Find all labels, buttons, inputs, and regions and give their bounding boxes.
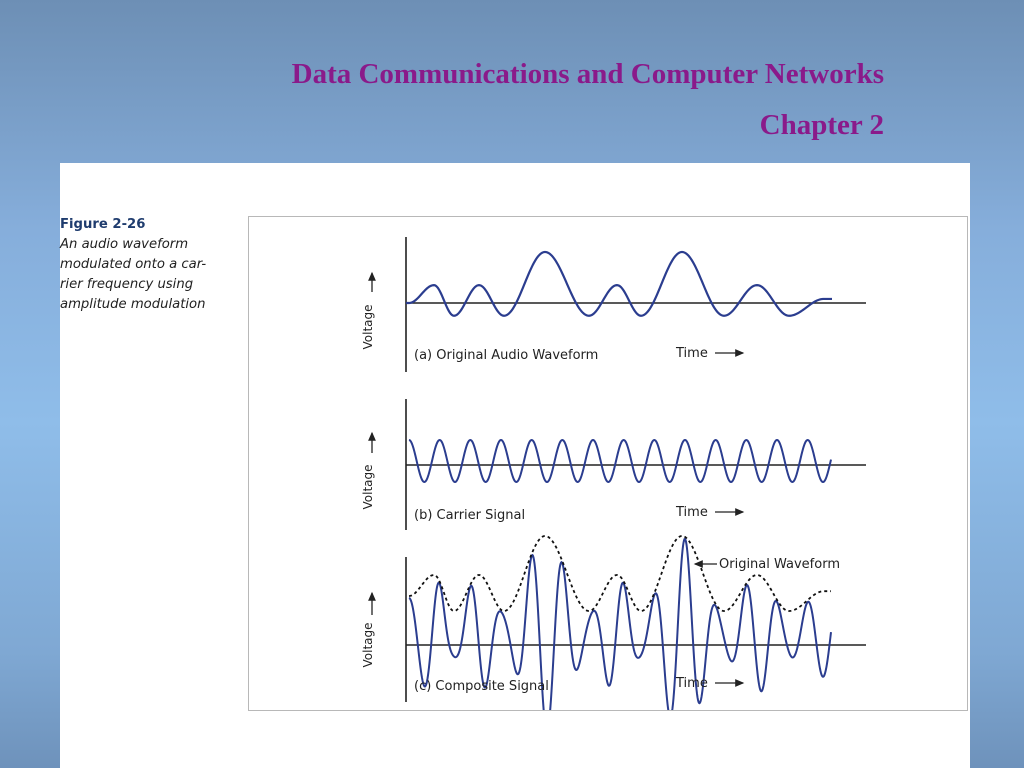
audio-waveform <box>406 252 832 316</box>
caption-line-1: An audio waveform <box>60 237 189 252</box>
figure-label: Figure 2-26 <box>60 217 146 232</box>
content-panel <box>60 163 970 768</box>
caption-line-4: amplitude modulation <box>60 297 206 312</box>
panel-a-x-label: Time <box>676 346 708 361</box>
panel-b-caption: (b) Carrier Signal <box>414 508 526 523</box>
caption-line-3: rier frequency using <box>60 277 194 292</box>
panel-b <box>361 399 866 530</box>
panel-b-y-label: Voltage <box>361 464 375 510</box>
panel-b-x-label: Time <box>676 505 708 520</box>
panel-c <box>361 536 866 710</box>
figure-box <box>248 216 968 711</box>
annotation-original-waveform: Original Waveform <box>719 557 840 572</box>
slide-title-line1: Data Communications and Computer Networks <box>291 58 884 90</box>
panel-c-caption: (c) Composite Signal <box>414 679 549 694</box>
figure-caption <box>60 215 235 315</box>
carrier-waveform <box>409 440 831 482</box>
panel-a-y-label: Voltage <box>361 304 375 350</box>
panel-a-caption: (a) Original Audio Waveform <box>414 348 599 363</box>
caption-line-2: modulated onto a car- <box>60 257 207 272</box>
slide-title-line2: Chapter 2 <box>759 109 884 141</box>
panel-c-x-label: Time <box>676 676 708 691</box>
panel-c-y-label: Voltage <box>361 622 375 668</box>
figure-diagram <box>249 217 967 710</box>
panel-a <box>361 237 866 372</box>
